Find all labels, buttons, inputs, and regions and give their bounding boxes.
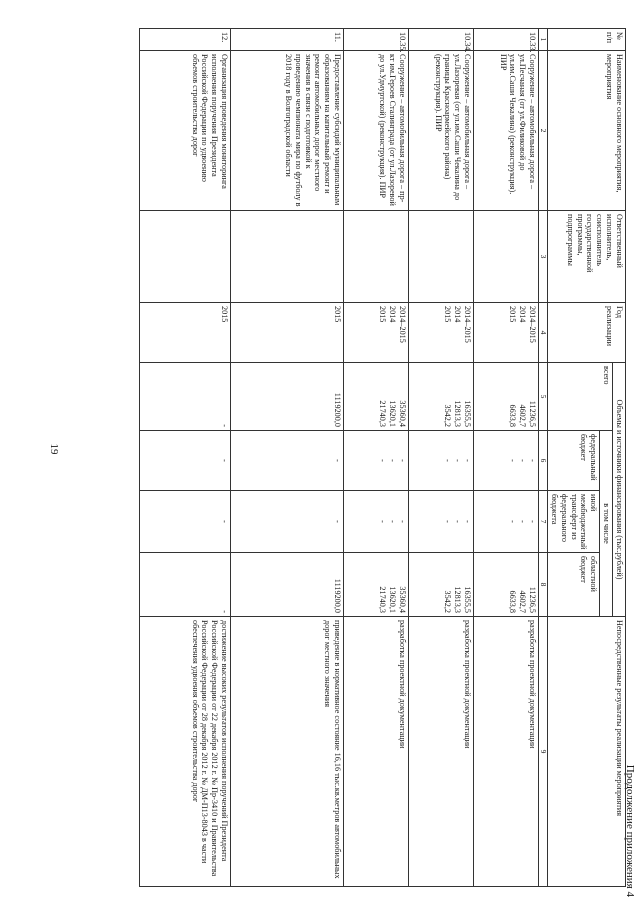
header-total: всего — [548, 363, 613, 431]
financing-table — [139, 28, 626, 887]
total-value: 16355,5 — [463, 400, 473, 427]
table-row — [474, 29, 539, 887]
total-cell — [409, 363, 474, 431]
transfer-value: - — [333, 520, 343, 523]
header-year: Год реализации — [548, 303, 626, 363]
regional-value: 3542,2 — [443, 590, 453, 613]
row-number-cell: 10.35. — [344, 29, 409, 51]
result-cell: разработка проектной документации — [344, 617, 409, 887]
col-number: 6 — [539, 431, 548, 491]
col-number: 8 — [539, 553, 548, 617]
total-cell — [140, 363, 231, 431]
header-name: Наименование основного мероприятия, мероприятия — [548, 51, 626, 211]
continuation-label: Продолжение приложения 4 — [624, 764, 636, 897]
responsible-cell — [474, 211, 539, 303]
regional-value: 4602,7 — [518, 590, 528, 613]
transfer-value: - — [453, 520, 463, 523]
transfer-cell — [409, 491, 474, 553]
year-value: 2015 — [220, 306, 230, 323]
row-number-cell: 11. — [231, 29, 344, 51]
transfer-value: - — [508, 520, 518, 523]
row-number-cell: 10.34. — [409, 29, 474, 51]
federal-value: - — [333, 459, 343, 462]
col-number: 2 — [539, 51, 548, 211]
federal-value: - — [378, 459, 388, 462]
total-cell — [344, 363, 409, 431]
total-cell — [474, 363, 539, 431]
transfer-value: - — [528, 520, 538, 523]
transfer-value: - — [388, 520, 398, 523]
col-number: 9 — [539, 617, 548, 887]
header-regional: областной бюджет — [548, 553, 600, 617]
federal-value: - — [508, 459, 518, 462]
total-value: 3542,2 — [443, 404, 453, 427]
transfer-cell — [231, 491, 344, 553]
result-cell: приведение в нормативное состояние 16,16 тыс.кв.метров автомобильных дорог местного значения — [231, 617, 344, 887]
federal-cell — [344, 431, 409, 491]
col-number: 3 — [539, 211, 548, 303]
year-value: 2014 — [453, 306, 463, 323]
total-value: 6633,8 — [508, 404, 518, 427]
responsible-cell — [231, 211, 344, 303]
transfer-cell — [474, 491, 539, 553]
header-incl: в том числе — [600, 431, 613, 617]
responsible-cell — [140, 211, 231, 303]
transfer-cell — [140, 491, 231, 553]
year-value: 2014 — [388, 306, 398, 323]
federal-value: - — [388, 459, 398, 462]
transfer-value: - — [220, 520, 230, 523]
measure-name-cell: Организация проведения мониторинга исполнения поручения Президента Российской Федерации по удвоению объемов строительства дорог — [140, 51, 231, 211]
col-number: 7 — [539, 491, 548, 553]
federal-cell — [409, 431, 474, 491]
responsible-cell — [409, 211, 474, 303]
federal-cell — [231, 431, 344, 491]
responsible-cell — [344, 211, 409, 303]
regional-cell — [409, 553, 474, 617]
transfer-cell — [344, 491, 409, 553]
total-value: 21740,3 — [378, 400, 388, 427]
regional-cell — [474, 553, 539, 617]
year-value: 2015 — [378, 306, 388, 323]
measure-name-cell: Сооружение – автомобильная дорога – ул.Лазоревая (от ул.им.Саши Чекалина до границы Красноармейского района) (реконструкция). ПИР — [409, 51, 474, 211]
regional-value: 6633,8 — [508, 590, 518, 613]
row-number-cell: 12. — [140, 29, 231, 51]
year-value: 2015 — [508, 306, 518, 323]
year-value: 2015 — [443, 306, 453, 323]
regional-value: 1119200,0 — [333, 578, 343, 613]
table-row — [140, 29, 231, 887]
federal-cell — [474, 431, 539, 491]
measure-name-cell: Сооружение – автомобильная дорога – ул.Песчаная (от ул.Филиковой до ул.им.Саши Чекалина) (реконструкция). ПИР — [474, 51, 539, 211]
regional-value: 16355,5 — [463, 586, 473, 613]
regional-value: 21740,3 — [378, 586, 388, 613]
year-cell — [474, 303, 539, 363]
year-cell — [231, 303, 344, 363]
result-cell: разработка проектной документации — [474, 617, 539, 887]
table-row — [409, 29, 474, 887]
measure-name-cell: Сооружение – автомобильная дорога – пр-кт им.Героев Сталинграда (от ул.Лазоревой до ул.Удмуртской) (реконструкция). ПИР — [344, 51, 409, 211]
federal-cell — [140, 431, 231, 491]
header-responsible: Ответственный исполнитель, соисполнитель государственной программы, подпрограммы — [548, 211, 626, 303]
result-cell: разработка проектной документации — [409, 617, 474, 887]
total-value: - — [220, 424, 230, 427]
transfer-value: - — [378, 520, 388, 523]
header-results: Непосредственные результаты реализации мероприятия — [548, 617, 626, 887]
header-n: № п/п — [548, 29, 626, 51]
total-value: 13620,1 — [388, 400, 398, 427]
table-row — [344, 29, 409, 887]
year-cell — [409, 303, 474, 363]
regional-cell — [344, 553, 409, 617]
col-number: 4 — [539, 303, 548, 363]
col-number: 5 — [539, 363, 548, 431]
year-value: 2014–2015 — [463, 306, 473, 343]
total-value: 4602,7 — [518, 404, 528, 427]
table-row — [231, 29, 344, 887]
total-value: 35360,4 — [398, 400, 408, 427]
transfer-value: - — [518, 520, 528, 523]
transfer-value: - — [398, 520, 408, 523]
regional-value: 11236,5 — [528, 586, 538, 613]
transfer-value: - — [443, 520, 453, 523]
total-cell — [231, 363, 344, 431]
table-body — [140, 29, 539, 887]
regional-cell — [231, 553, 344, 617]
regional-value: - — [220, 610, 230, 613]
year-value: 2014 — [518, 306, 528, 323]
year-value: 2014–2015 — [398, 306, 408, 343]
page-number: 19 — [48, 443, 60, 455]
regional-value: 12813,3 — [453, 586, 463, 613]
year-value: 2015 — [333, 306, 343, 323]
header-funding: Объемы и источники финансирования (тыс.рублей) — [613, 363, 626, 617]
federal-value: - — [220, 459, 230, 462]
total-value: 1119200,0 — [333, 392, 343, 427]
federal-value: - — [443, 459, 453, 462]
header-federal: федеральный бюджет — [548, 431, 600, 491]
row-number-cell: 10.33. — [474, 29, 539, 51]
regional-cell — [140, 553, 231, 617]
year-cell — [344, 303, 409, 363]
regional-value: 35360,4 — [398, 586, 408, 613]
federal-value: - — [453, 459, 463, 462]
total-value: 11236,5 — [528, 400, 538, 427]
total-value: 12813,3 — [453, 400, 463, 427]
federal-value: - — [463, 459, 473, 462]
regional-value: 13620,1 — [388, 586, 398, 613]
federal-value: - — [398, 459, 408, 462]
measure-name-cell: Предоставление субсидий муниципальным образованиям на капитальный ремонт и ремонт автомобильных дорог местного значения в связи с подготовкой к проведению чемпионата мира по футболу в 2018 году в Волгоградской области — [231, 51, 344, 211]
result-cell: достижение высоких результатов исполнения поручений Президента Российской Федерации от 22 декабря 2012 г. № Пр-3410 и Правительства Российской Федерации от 28 декабря 2012 г. № ДМ-П13-8043 в части обеспечения удвоения объемов строительства дорог — [140, 617, 231, 887]
federal-value: - — [518, 459, 528, 462]
year-value: 2014–2015 — [528, 306, 538, 343]
header-transfer: иной межбюджетный трансферт из федерального бюджета — [548, 491, 600, 553]
year-cell — [140, 303, 231, 363]
col-number: 1 — [539, 29, 548, 51]
column-numbers-row — [539, 29, 548, 887]
federal-value: - — [528, 459, 538, 462]
transfer-value: - — [463, 520, 473, 523]
